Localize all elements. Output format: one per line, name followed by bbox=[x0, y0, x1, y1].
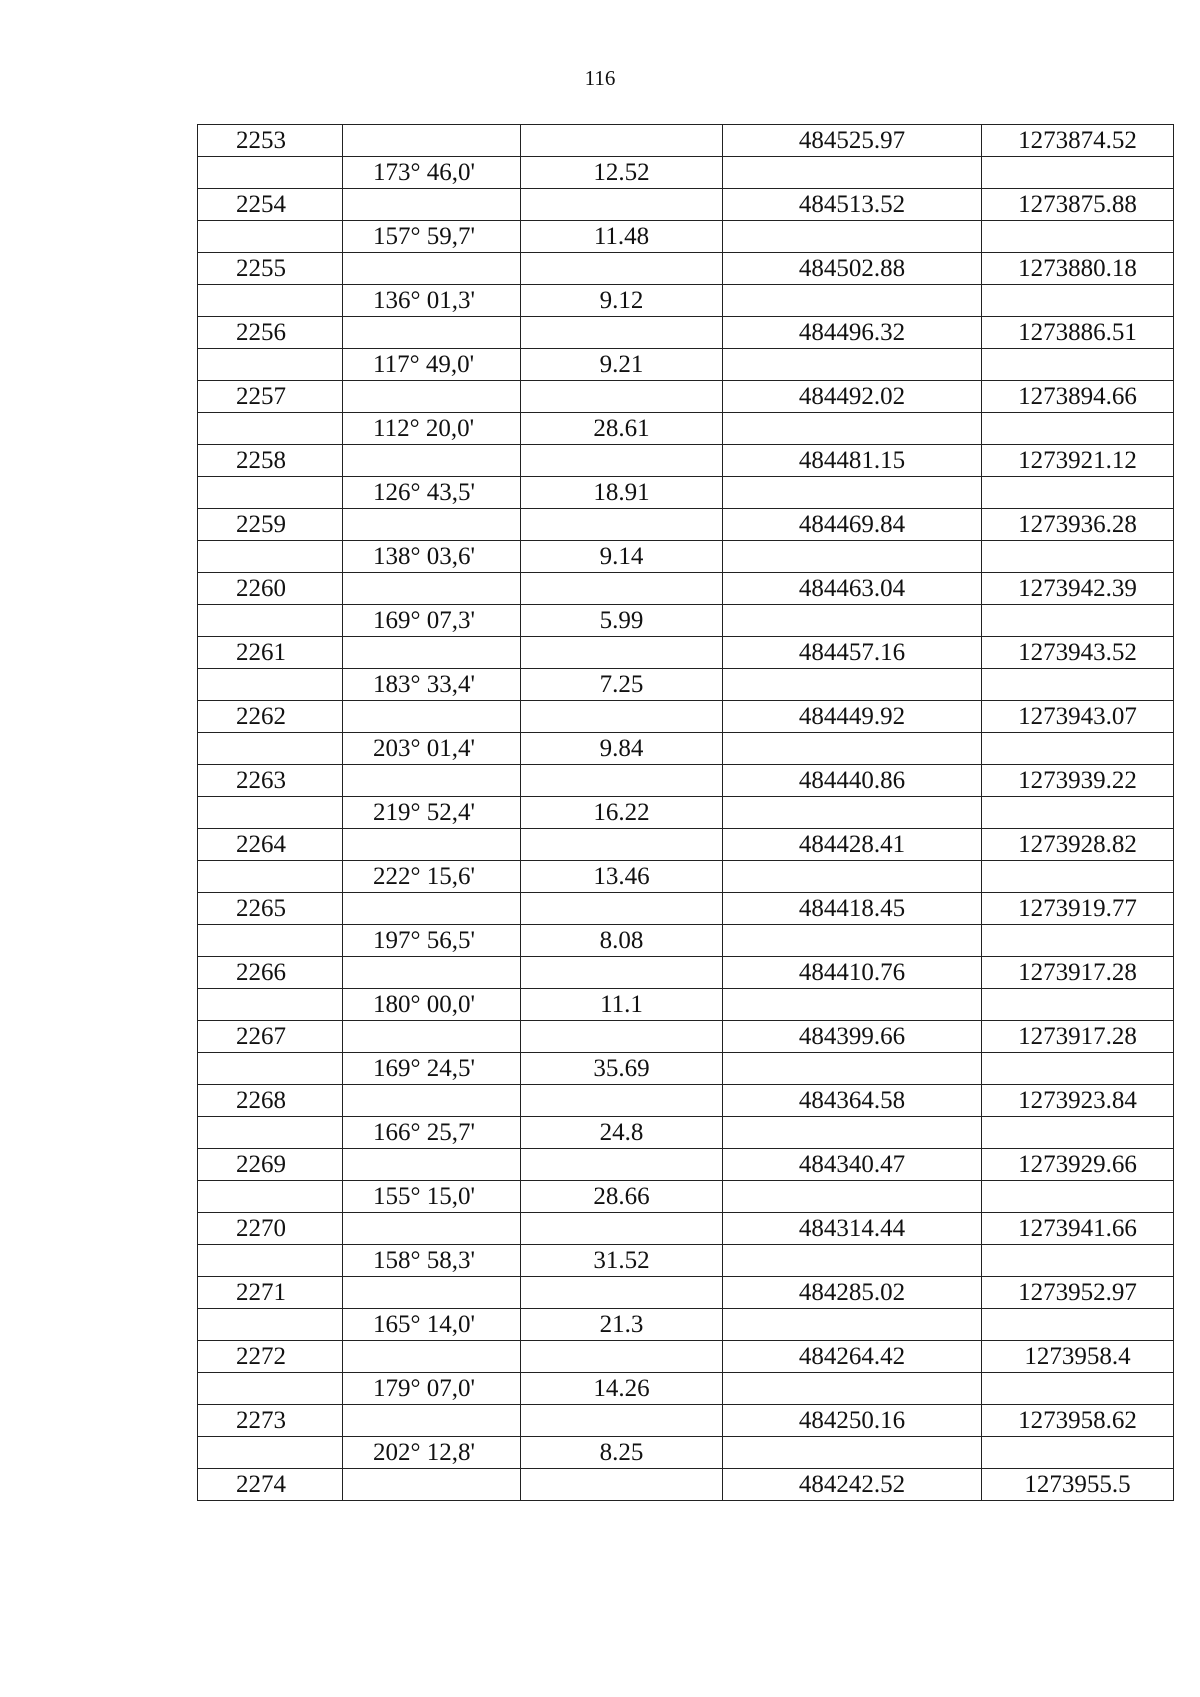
direction-angle-cell: 173° 46,0' bbox=[343, 157, 521, 189]
empty-cell bbox=[198, 989, 343, 1021]
direction-angle-cell: 197° 56,5' bbox=[343, 925, 521, 957]
point-row bbox=[198, 893, 1174, 925]
empty-cell bbox=[343, 317, 521, 349]
empty-cell bbox=[198, 1437, 343, 1469]
empty-cell bbox=[198, 1117, 343, 1149]
direction-angle-cell: 219° 52,4' bbox=[343, 797, 521, 829]
empty-cell bbox=[343, 1277, 521, 1309]
x-coordinate-cell: 484481.15 bbox=[723, 445, 982, 477]
segment-length-cell: 5.99 bbox=[521, 605, 723, 637]
x-coordinate-cell: 484364.58 bbox=[723, 1085, 982, 1117]
empty-cell bbox=[982, 413, 1174, 445]
segment-length-cell: 9.84 bbox=[521, 733, 723, 765]
segment-row bbox=[198, 1309, 1174, 1341]
point-number-cell: 2255 bbox=[198, 253, 343, 285]
segment-length-cell: 9.21 bbox=[521, 349, 723, 381]
empty-cell bbox=[723, 1437, 982, 1469]
empty-cell bbox=[198, 157, 343, 189]
empty-cell bbox=[521, 1405, 723, 1437]
empty-cell bbox=[723, 989, 982, 1021]
empty-cell bbox=[521, 1213, 723, 1245]
empty-cell bbox=[343, 1149, 521, 1181]
empty-cell bbox=[343, 1085, 521, 1117]
y-coordinate-cell: 1273939.22 bbox=[982, 765, 1174, 797]
empty-cell bbox=[982, 669, 1174, 701]
segment-length-cell: 14.26 bbox=[521, 1373, 723, 1405]
point-row bbox=[198, 317, 1174, 349]
empty-cell bbox=[521, 701, 723, 733]
y-coordinate-cell: 1273917.28 bbox=[982, 957, 1174, 989]
direction-angle-cell: 112° 20,0' bbox=[343, 413, 521, 445]
empty-cell bbox=[198, 1245, 343, 1277]
empty-cell bbox=[982, 1309, 1174, 1341]
empty-cell bbox=[982, 1181, 1174, 1213]
page-number: 116 bbox=[584, 66, 616, 90]
direction-angle-cell: 183° 33,4' bbox=[343, 669, 521, 701]
empty-cell bbox=[198, 733, 343, 765]
point-number-cell: 2269 bbox=[198, 1149, 343, 1181]
y-coordinate-cell: 1273928.82 bbox=[982, 829, 1174, 861]
segment-row bbox=[198, 605, 1174, 637]
y-coordinate-cell: 1273919.77 bbox=[982, 893, 1174, 925]
coordinates-table bbox=[197, 124, 1174, 1501]
empty-cell bbox=[723, 1245, 982, 1277]
empty-cell bbox=[198, 1309, 343, 1341]
x-coordinate-cell: 484525.97 bbox=[723, 125, 982, 157]
empty-cell bbox=[198, 1373, 343, 1405]
direction-angle-cell: 180° 00,0' bbox=[343, 989, 521, 1021]
empty-cell bbox=[723, 285, 982, 317]
segment-row bbox=[198, 1053, 1174, 1085]
empty-cell bbox=[343, 125, 521, 157]
empty-cell bbox=[343, 637, 521, 669]
point-number-cell: 2262 bbox=[198, 701, 343, 733]
point-number-cell: 2268 bbox=[198, 1085, 343, 1117]
y-coordinate-cell: 1273917.28 bbox=[982, 1021, 1174, 1053]
y-coordinate-cell: 1273929.66 bbox=[982, 1149, 1174, 1181]
point-number-cell: 2271 bbox=[198, 1277, 343, 1309]
direction-angle-cell: 202° 12,8' bbox=[343, 1437, 521, 1469]
segment-row bbox=[198, 477, 1174, 509]
empty-cell bbox=[343, 1469, 521, 1501]
x-coordinate-cell: 484314.44 bbox=[723, 1213, 982, 1245]
point-number-cell: 2259 bbox=[198, 509, 343, 541]
empty-cell bbox=[723, 221, 982, 253]
empty-cell bbox=[343, 573, 521, 605]
segment-length-cell: 12.52 bbox=[521, 157, 723, 189]
empty-cell bbox=[982, 477, 1174, 509]
point-row bbox=[198, 573, 1174, 605]
empty-cell bbox=[982, 285, 1174, 317]
segment-length-cell: 35.69 bbox=[521, 1053, 723, 1085]
point-number-cell: 2257 bbox=[198, 381, 343, 413]
empty-cell bbox=[343, 957, 521, 989]
empty-cell bbox=[723, 605, 982, 637]
empty-cell bbox=[198, 925, 343, 957]
empty-cell bbox=[343, 381, 521, 413]
y-coordinate-cell: 1273875.88 bbox=[982, 189, 1174, 221]
segment-row bbox=[198, 1373, 1174, 1405]
x-coordinate-cell: 484502.88 bbox=[723, 253, 982, 285]
empty-cell bbox=[982, 157, 1174, 189]
empty-cell bbox=[982, 1053, 1174, 1085]
segment-length-cell: 11.1 bbox=[521, 989, 723, 1021]
direction-angle-cell: 222° 15,6' bbox=[343, 861, 521, 893]
segment-length-cell: 11.48 bbox=[521, 221, 723, 253]
empty-cell bbox=[723, 477, 982, 509]
x-coordinate-cell: 484449.92 bbox=[723, 701, 982, 733]
empty-cell bbox=[343, 701, 521, 733]
empty-cell bbox=[521, 1469, 723, 1501]
point-number-cell: 2273 bbox=[198, 1405, 343, 1437]
segment-row bbox=[198, 797, 1174, 829]
empty-cell bbox=[521, 765, 723, 797]
point-number-cell: 2261 bbox=[198, 637, 343, 669]
empty-cell bbox=[521, 381, 723, 413]
empty-cell bbox=[521, 509, 723, 541]
empty-cell bbox=[343, 1213, 521, 1245]
point-row bbox=[198, 445, 1174, 477]
point-row bbox=[198, 1021, 1174, 1053]
point-number-cell: 2266 bbox=[198, 957, 343, 989]
y-coordinate-cell: 1273921.12 bbox=[982, 445, 1174, 477]
point-row bbox=[198, 765, 1174, 797]
point-row bbox=[198, 829, 1174, 861]
empty-cell bbox=[521, 957, 723, 989]
x-coordinate-cell: 484285.02 bbox=[723, 1277, 982, 1309]
y-coordinate-cell: 1273943.52 bbox=[982, 637, 1174, 669]
y-coordinate-cell: 1273952.97 bbox=[982, 1277, 1174, 1309]
segment-length-cell: 24.8 bbox=[521, 1117, 723, 1149]
empty-cell bbox=[723, 541, 982, 573]
segment-row bbox=[198, 861, 1174, 893]
empty-cell bbox=[198, 541, 343, 573]
segment-row bbox=[198, 221, 1174, 253]
x-coordinate-cell: 484242.52 bbox=[723, 1469, 982, 1501]
empty-cell bbox=[723, 157, 982, 189]
segment-length-cell: 8.25 bbox=[521, 1437, 723, 1469]
segment-length-cell: 7.25 bbox=[521, 669, 723, 701]
empty-cell bbox=[723, 861, 982, 893]
empty-cell bbox=[343, 189, 521, 221]
empty-cell bbox=[521, 253, 723, 285]
point-number-cell: 2267 bbox=[198, 1021, 343, 1053]
empty-cell bbox=[521, 1341, 723, 1373]
point-row bbox=[198, 1341, 1174, 1373]
empty-cell bbox=[723, 797, 982, 829]
empty-cell bbox=[982, 605, 1174, 637]
empty-cell bbox=[198, 669, 343, 701]
direction-angle-cell: 117° 49,0' bbox=[343, 349, 521, 381]
segment-row bbox=[198, 733, 1174, 765]
point-number-cell: 2256 bbox=[198, 317, 343, 349]
empty-cell bbox=[982, 733, 1174, 765]
x-coordinate-cell: 484440.86 bbox=[723, 765, 982, 797]
empty-cell bbox=[343, 1341, 521, 1373]
x-coordinate-cell: 484418.45 bbox=[723, 893, 982, 925]
point-row bbox=[198, 701, 1174, 733]
point-row bbox=[198, 381, 1174, 413]
segment-row bbox=[198, 1181, 1174, 1213]
empty-cell bbox=[521, 893, 723, 925]
x-coordinate-cell: 484399.66 bbox=[723, 1021, 982, 1053]
point-number-cell: 2253 bbox=[198, 125, 343, 157]
segment-length-cell: 16.22 bbox=[521, 797, 723, 829]
x-coordinate-cell: 484492.02 bbox=[723, 381, 982, 413]
empty-cell bbox=[343, 445, 521, 477]
direction-angle-cell: 136° 01,3' bbox=[343, 285, 521, 317]
empty-cell bbox=[198, 1053, 343, 1085]
x-coordinate-cell: 484496.32 bbox=[723, 317, 982, 349]
y-coordinate-cell: 1273886.51 bbox=[982, 317, 1174, 349]
empty-cell bbox=[198, 1181, 343, 1213]
empty-cell bbox=[723, 733, 982, 765]
x-coordinate-cell: 484513.52 bbox=[723, 189, 982, 221]
empty-cell bbox=[982, 925, 1174, 957]
point-number-cell: 2263 bbox=[198, 765, 343, 797]
empty-cell bbox=[198, 349, 343, 381]
empty-cell bbox=[982, 1373, 1174, 1405]
empty-cell bbox=[521, 445, 723, 477]
point-number-cell: 2265 bbox=[198, 893, 343, 925]
point-row bbox=[198, 1149, 1174, 1181]
point-row bbox=[198, 189, 1174, 221]
empty-cell bbox=[521, 1149, 723, 1181]
x-coordinate-cell: 484250.16 bbox=[723, 1405, 982, 1437]
direction-angle-cell: 203° 01,4' bbox=[343, 733, 521, 765]
coordinates-table-body bbox=[198, 125, 1174, 1501]
empty-cell bbox=[343, 509, 521, 541]
empty-cell bbox=[521, 637, 723, 669]
point-row bbox=[198, 1469, 1174, 1501]
y-coordinate-cell: 1273943.07 bbox=[982, 701, 1174, 733]
point-row bbox=[198, 253, 1174, 285]
point-number-cell: 2274 bbox=[198, 1469, 343, 1501]
point-row bbox=[198, 125, 1174, 157]
empty-cell bbox=[198, 477, 343, 509]
empty-cell bbox=[198, 285, 343, 317]
empty-cell bbox=[982, 797, 1174, 829]
empty-cell bbox=[343, 829, 521, 861]
segment-row bbox=[198, 285, 1174, 317]
point-row bbox=[198, 1213, 1174, 1245]
y-coordinate-cell: 1273942.39 bbox=[982, 573, 1174, 605]
point-number-cell: 2258 bbox=[198, 445, 343, 477]
segment-row bbox=[198, 669, 1174, 701]
y-coordinate-cell: 1273955.5 bbox=[982, 1469, 1174, 1501]
segment-length-cell: 9.14 bbox=[521, 541, 723, 573]
direction-angle-cell: 165° 14,0' bbox=[343, 1309, 521, 1341]
point-row bbox=[198, 637, 1174, 669]
empty-cell bbox=[723, 349, 982, 381]
empty-cell bbox=[982, 221, 1174, 253]
y-coordinate-cell: 1273874.52 bbox=[982, 125, 1174, 157]
segment-length-cell: 13.46 bbox=[521, 861, 723, 893]
empty-cell bbox=[982, 1437, 1174, 1469]
direction-angle-cell: 166° 25,7' bbox=[343, 1117, 521, 1149]
point-row bbox=[198, 1277, 1174, 1309]
empty-cell bbox=[982, 1245, 1174, 1277]
point-number-cell: 2254 bbox=[198, 189, 343, 221]
segment-length-cell: 28.66 bbox=[521, 1181, 723, 1213]
empty-cell bbox=[198, 797, 343, 829]
segment-length-cell: 18.91 bbox=[521, 477, 723, 509]
empty-cell bbox=[982, 349, 1174, 381]
point-number-cell: 2260 bbox=[198, 573, 343, 605]
x-coordinate-cell: 484457.16 bbox=[723, 637, 982, 669]
point-row bbox=[198, 1085, 1174, 1117]
empty-cell bbox=[521, 829, 723, 861]
empty-cell bbox=[343, 893, 521, 925]
x-coordinate-cell: 484410.76 bbox=[723, 957, 982, 989]
segment-length-cell: 28.61 bbox=[521, 413, 723, 445]
empty-cell bbox=[723, 925, 982, 957]
y-coordinate-cell: 1273894.66 bbox=[982, 381, 1174, 413]
point-row bbox=[198, 509, 1174, 541]
empty-cell bbox=[198, 413, 343, 445]
empty-cell bbox=[723, 1309, 982, 1341]
y-coordinate-cell: 1273880.18 bbox=[982, 253, 1174, 285]
empty-cell bbox=[521, 317, 723, 349]
segment-row bbox=[198, 1117, 1174, 1149]
y-coordinate-cell: 1273936.28 bbox=[982, 509, 1174, 541]
direction-angle-cell: 138° 03,6' bbox=[343, 541, 521, 573]
direction-angle-cell: 158° 58,3' bbox=[343, 1245, 521, 1277]
x-coordinate-cell: 484264.42 bbox=[723, 1341, 982, 1373]
empty-cell bbox=[343, 1021, 521, 1053]
x-coordinate-cell: 484463.04 bbox=[723, 573, 982, 605]
segment-row bbox=[198, 157, 1174, 189]
y-coordinate-cell: 1273958.4 bbox=[982, 1341, 1174, 1373]
y-coordinate-cell: 1273923.84 bbox=[982, 1085, 1174, 1117]
empty-cell bbox=[198, 605, 343, 637]
segment-row bbox=[198, 1437, 1174, 1469]
direction-angle-cell: 157° 59,7' bbox=[343, 221, 521, 253]
point-number-cell: 2272 bbox=[198, 1341, 343, 1373]
point-row bbox=[198, 1405, 1174, 1437]
point-number-cell: 2270 bbox=[198, 1213, 343, 1245]
point-number-cell: 2264 bbox=[198, 829, 343, 861]
segment-row bbox=[198, 541, 1174, 573]
segment-length-cell: 31.52 bbox=[521, 1245, 723, 1277]
x-coordinate-cell: 484469.84 bbox=[723, 509, 982, 541]
segment-row bbox=[198, 989, 1174, 1021]
segment-row bbox=[198, 413, 1174, 445]
empty-cell bbox=[198, 861, 343, 893]
empty-cell bbox=[343, 1405, 521, 1437]
empty-cell bbox=[723, 1373, 982, 1405]
segment-row bbox=[198, 349, 1174, 381]
segment-row bbox=[198, 925, 1174, 957]
segment-row bbox=[198, 1245, 1174, 1277]
empty-cell bbox=[198, 221, 343, 253]
x-coordinate-cell: 484340.47 bbox=[723, 1149, 982, 1181]
direction-angle-cell: 169° 24,5' bbox=[343, 1053, 521, 1085]
empty-cell bbox=[723, 1053, 982, 1085]
direction-angle-cell: 169° 07,3' bbox=[343, 605, 521, 637]
empty-cell bbox=[521, 1085, 723, 1117]
empty-cell bbox=[723, 669, 982, 701]
empty-cell bbox=[521, 125, 723, 157]
x-coordinate-cell: 484428.41 bbox=[723, 829, 982, 861]
empty-cell bbox=[982, 861, 1174, 893]
empty-cell bbox=[521, 1021, 723, 1053]
empty-cell bbox=[521, 573, 723, 605]
empty-cell bbox=[982, 989, 1174, 1021]
direction-angle-cell: 126° 43,5' bbox=[343, 477, 521, 509]
empty-cell bbox=[521, 189, 723, 221]
empty-cell bbox=[982, 541, 1174, 573]
empty-cell bbox=[343, 765, 521, 797]
empty-cell bbox=[723, 413, 982, 445]
empty-cell bbox=[982, 1117, 1174, 1149]
direction-angle-cell: 179° 07,0' bbox=[343, 1373, 521, 1405]
point-row bbox=[198, 957, 1174, 989]
empty-cell bbox=[723, 1181, 982, 1213]
empty-cell bbox=[343, 253, 521, 285]
segment-length-cell: 9.12 bbox=[521, 285, 723, 317]
empty-cell bbox=[521, 1277, 723, 1309]
segment-length-cell: 8.08 bbox=[521, 925, 723, 957]
y-coordinate-cell: 1273941.66 bbox=[982, 1213, 1174, 1245]
empty-cell bbox=[723, 1117, 982, 1149]
y-coordinate-cell: 1273958.62 bbox=[982, 1405, 1174, 1437]
segment-length-cell: 21.3 bbox=[521, 1309, 723, 1341]
direction-angle-cell: 155° 15,0' bbox=[343, 1181, 521, 1213]
